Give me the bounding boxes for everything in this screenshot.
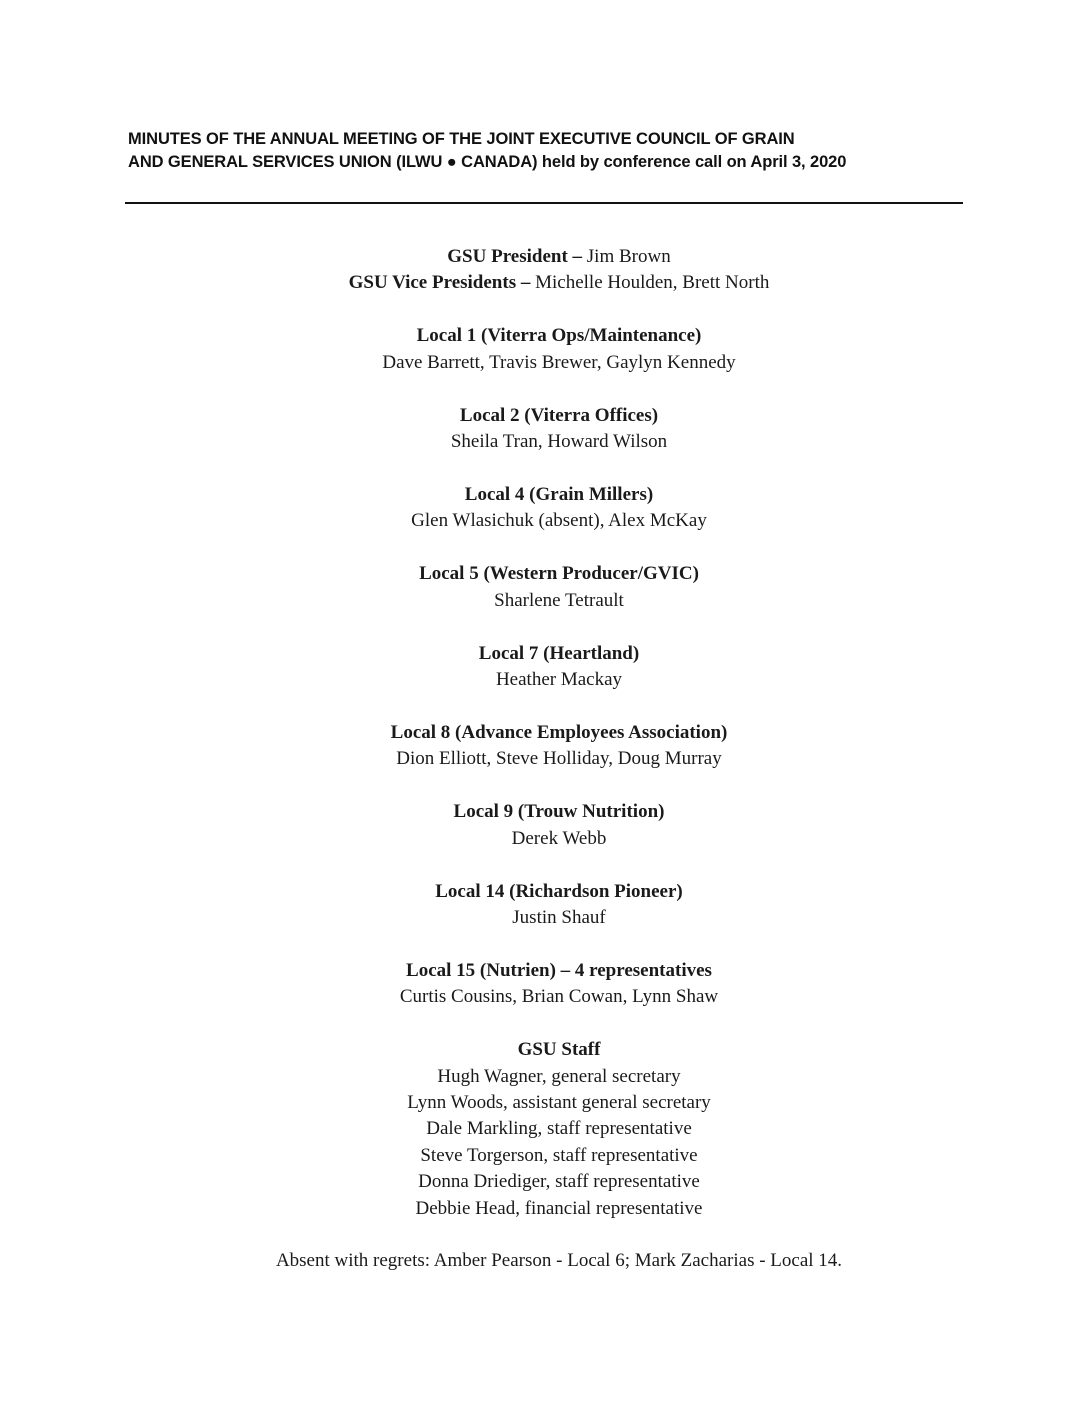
local-section — [128, 879, 990, 932]
local-heading: Local 7 (Heartland) — [478, 642, 640, 664]
local-members: Sheila Tran, Howard Wilson — [450, 431, 668, 453]
president-separator: – — [567, 246, 587, 267]
local-members: Justin Shauf — [512, 906, 606, 928]
officers-block — [128, 244, 990, 297]
vice-presidents-label: GSU Vice Presidents — [348, 272, 517, 294]
staff-member: Debbie Head, financial representative — [415, 1197, 703, 1219]
local-section — [128, 641, 990, 694]
staff-heading: GSU Staff — [517, 1039, 601, 1061]
title-line-1: MINUTES OF THE ANNUAL MEETING OF THE JOINT EXECUTIVE COUNCIL OF GRAIN — [128, 130, 795, 148]
title-divider — [125, 202, 963, 204]
local-heading: Local 8 (Advance Employees Association) — [390, 721, 728, 743]
title-line-2: AND GENERAL SERVICES UNION (ILWU ● CANADA) held by conference call on April 3, 2020 — [128, 153, 847, 171]
local-members: Curtis Cousins, Brian Cowan, Lynn Shaw — [399, 986, 719, 1008]
local-members: Heather Mackay — [495, 668, 623, 690]
staff-member: Hugh Wagner, general secretary — [437, 1065, 681, 1087]
local-heading: Local 2 (Viterra Offices) — [459, 404, 659, 426]
staff-member: Steve Torgerson, staff representative — [420, 1144, 698, 1166]
vice-presidents-row — [128, 270, 990, 296]
local-section — [128, 323, 990, 376]
staff-member: Lynn Woods, assistant general secretary — [407, 1091, 711, 1113]
document-title — [128, 128, 1008, 174]
local-section — [128, 561, 990, 614]
local-section — [128, 403, 990, 456]
local-heading: Local 15 (Nutrien) – 4 representatives — [406, 959, 712, 981]
absent-with-regrets: Absent with regrets: Amber Pearson - Local 6; Mark Zacharias - Local 14. — [275, 1250, 843, 1271]
local-section — [128, 958, 990, 1011]
local-section — [128, 720, 990, 773]
local-members: Sharlene Tetrault — [494, 589, 624, 611]
vice-presidents-separator: – — [516, 272, 536, 294]
local-heading: Local 14 (Richardson Pioneer) — [435, 880, 683, 902]
president-row — [128, 244, 990, 270]
vice-presidents-names: Michelle Houlden, Brett North — [535, 272, 770, 294]
staff-member: Dale Markling, staff representative — [426, 1118, 692, 1140]
local-heading: Local 4 (Grain Millers) — [464, 483, 654, 505]
president-label: GSU President — [447, 246, 568, 267]
attendance-list — [128, 244, 990, 1222]
president-name: Jim Brown — [586, 246, 671, 267]
staff-member: Donna Driediger, staff representative — [418, 1171, 700, 1193]
staff-section — [128, 1037, 990, 1222]
local-members: Dave Barrett, Travis Brewer, Gaylyn Kennedy — [382, 351, 736, 373]
local-heading: Local 5 (Western Producer/GVIC) — [419, 563, 699, 585]
local-heading: Local 1 (Viterra Ops/Maintenance) — [416, 325, 702, 347]
local-members: Dion Elliott, Steve Holliday, Doug Murray — [396, 748, 722, 770]
local-section — [128, 799, 990, 852]
local-members: Derek Webb — [511, 827, 607, 849]
local-section — [128, 482, 990, 535]
local-heading: Local 9 (Trouw Nutrition) — [453, 801, 665, 823]
local-members: Glen Wlasichuk (absent), Alex McKay — [411, 510, 707, 532]
